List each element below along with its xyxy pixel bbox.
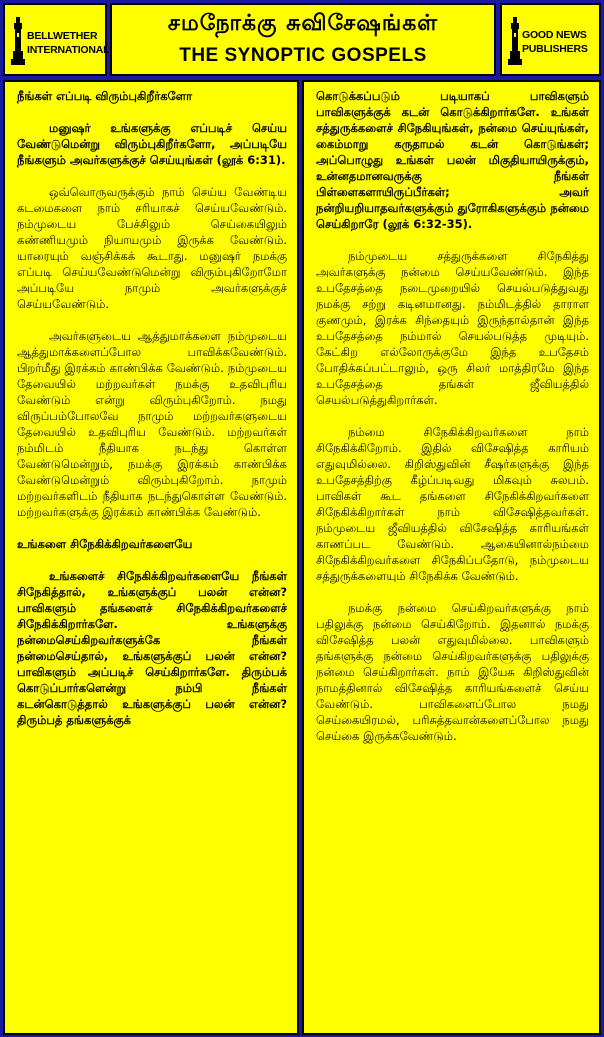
logo-line1: BELLWETHER <box>27 30 98 42</box>
right-column <box>302 80 601 1035</box>
logo-line1: GOOD NEWS <box>522 29 587 41</box>
title-box <box>110 3 496 76</box>
scripture-paragraph: உங்களைச் சிநேகிக்கிறவர்களையே நீங்கள் சிநேகித்தால், உங்களுக்குப் பலன் என்ன? பாவிகளும் தங்களைச் சிநேகிக்கிறவர்களைச் சிநேகிக்கிறார்களே. உங்களுக்கு நன்மைசெய்கிறவர்களுக்கே நீங்கள் நன்மைசெய்தால், உங்களுக்குப் பலன் என்ன? பாவிகளும் அப்படிச் செய்கிறார்களே. திரும்பக் கொடுப்பார்களென்று நம்பி நீங்கள் கடன்கொடுத்தால் உங்களுக்குப் பலன் என்ன? திரும்பத் தங்களுக்குக் <box>17 569 287 727</box>
section-heading: நீங்கள் எப்படி விரும்புகிறீர்களோ <box>17 89 193 103</box>
body-paragraph: ஒவ்வொருவருக்கும் நாம் செய்ய வேண்டிய கடமைகளை நாம் சரியாகச் செய்யவேண்டும். நம்முடைய பேச்சிலும் செய்கையிலும் கண்ணியமும் நியாயமும் இருக்க வேண்டும். யாரையும் வஞ்சிக்கக் கூடாது. மனுஷர் நமக்கு எப்படி செய்யவேண்டுமென்று விரும்புகிறோமோ அப்படியே நாமும் அவர்களுக்குச் செய்யவேண்டும். <box>17 185 287 311</box>
scripture-paragraph: கொடுக்கப்படும் படியாகப் பாவிகளும் பாவிகளுக்குக் கடன் கொடுக்கிறார்களே. உங்கள் சத்துருக்களைச் சிநேகியுங்கள், நன்மை செய்யுங்கள், கைம்மாறு கருதாமல் கடன் கொடுங்கள்; அப்பொழுது உங்கள் பலன் மிகுதியாயிருக்கும், உன்னதமானவருக்கு நீங்கள் பிள்ளைகளாயிருப்பீர்கள்; அவர் நன்றியறியாதவர்களுக்கும் துரோகிகளுக்கும் நன்மை செய்கிறாரே (லூக் 6:32-35). <box>316 89 589 231</box>
body-paragraph: அவர்களுடைய ஆத்துமாக்களை நம்முடைய ஆத்துமாக்களைப்போல பாவிக்கவேண்டும். பிறர்மீது இரக்கம் காண்பிக்க வேண்டும். நம்முடைய தேவையில் மற்றவர்கள் நமக்கு உதவிபுரிய வேண்டும் என்று விரும்புகிறோம். நமது விருப்பம்போலவே நாமும் மற்றவர்களுடைய தேவையில் உதவிபுரிய வேண்டும். மற்றவர்கள் நம்மிடம் நீதியாக நடந்து கொள்ள வேண்டுமென்றும், நமக்கு இரக்கம் காண்பிக்க வேண்டுமென்றும் விரும்புகிறோம். நாமும் மற்றவர்களிடம் நீதியாக நடந்துகொள்ள வேண்டும். மற்றவர்களுக்கு இரக்கம் காண்பிக்க வேண்டும். <box>17 329 287 519</box>
publisher-logo-left <box>3 3 110 76</box>
left-column <box>3 80 299 1035</box>
section-heading: உங்களை சிநேகிக்கிறவர்களையே <box>17 537 193 551</box>
title-tamil: சமநோக்கு சுவிசேஷங்கள் <box>167 11 439 36</box>
logo-line2: INTERNATIONAL <box>27 44 110 56</box>
body-paragraph: நம்மை சிநேகிக்கிறவர்களை நாம் சிநேகிக்கிறோம். இதில் விசேஷித்த காரியம் எதுவுமில்லை. கிறிஸ்துவின் சீஷர்களுக்கு இந்த உபதேசத்திற்கு கீழ்ப்படிவது மிகவும் சுலபம். பாவிகள் கூட தங்களை சிநேகிக்கிறவர்களை சிநேகிக்கிறார்கள் நாம் விசேஷித்தவர்கள். நம்முடைய ஜீவியத்தில் விசேஷித்த காரியங்கள் காணப்பட வேண்டும். ஆகையினால்நம்மை சிநேகிக்கிறவர்களை சிநேகிப்பதோடு, நம்முடைய சத்துருக்களையும் சிநேகிக்க வேண்டும். <box>316 425 589 583</box>
scripture-paragraph: மனுஷர் உங்களுக்கு எப்படிச் செய்ய வேண்டுமென்று விரும்புகிறீர்களோ, அப்படியே நீங்களும் அவர்களுக்குச் செய்யுங்கள் (லூக் 6:31). <box>17 121 287 167</box>
body-paragraph: நமக்கு நன்மை செய்கிறவர்களுக்கு நாம் பதிலுக்கு நன்மை செய்கிறோம். இதனால் நமக்கு விசேஷித்த பலன் எதுவுமில்லை. பாவிகளும் தங்களுக்கு நன்மை செய்கிறவர்களுக்கு பதிலுக்கு நன்மை செய்கிறார்கள். நாம் இயேசு கிறிஸ்துவின் நாமத்தினால் விசேஷித்த காரியங்களைச் செய்ய வேண்டும். பாவிகளைப்போல நமது செய்கையிரமல், பரிசுத்தவான்களைப்போல நமது செய்கை இருக்கவேண்டும். <box>316 601 589 743</box>
body-paragraph: நம்முடைய சத்துருக்களை சிநேகித்து அவர்களுக்கு நன்மை செய்யவேண்டும். இந்த உபதேசத்தை நடைமுறையில் செயல்படுத்துவது நமக்கு சற்று கடினமானது. நம்மிடத்தில் தாராள குணமும், இரக்க சிந்தையும் இருந்தால்தான் இந்த உபதேசத்தை நம்மால் செயல்படுத்த முடியும். கேட்கிற எல்லோருக்குமே இந்த உபதேசம் போதிக்கப்பட்டாலும், ஒரு சிலர் மாத்திரமே இந்த உபதேசத்தை தங்கள் ஜீவியத்தில் செயல்படுத்துகிறார்கள். <box>316 249 589 407</box>
logo-line2: PUBLISHERS <box>522 43 588 55</box>
tower-icon <box>11 17 25 65</box>
tower-icon <box>508 17 522 65</box>
publisher-logo-right <box>500 3 601 76</box>
title-english: THE SYNOPTIC GOSPELS <box>179 45 427 66</box>
